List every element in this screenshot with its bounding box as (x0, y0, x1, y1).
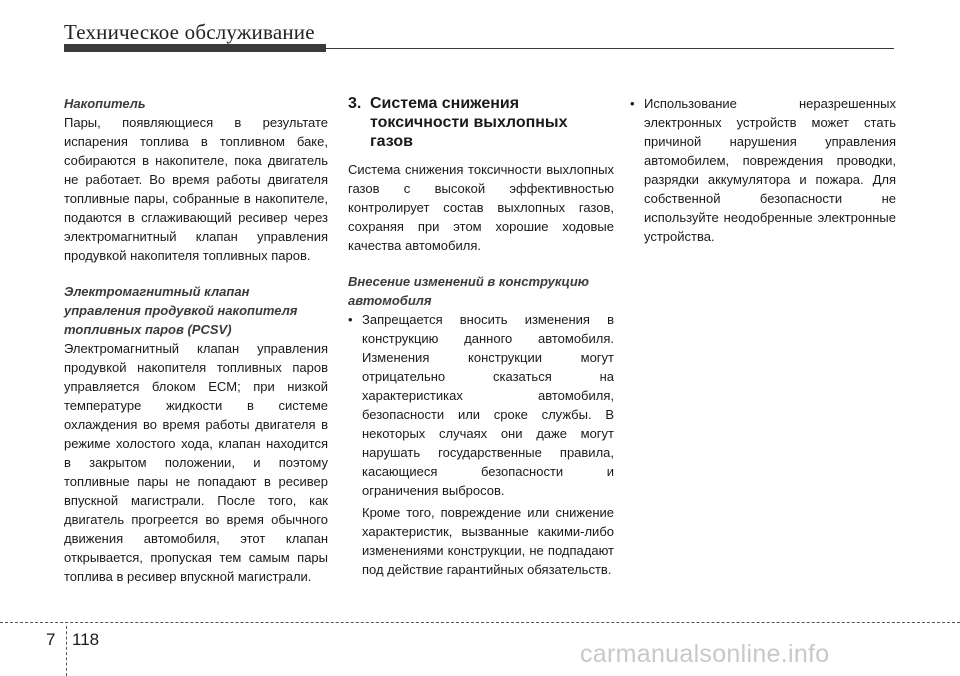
subheading-modifications: Внесение изменений в конструкцию автомобиля (348, 274, 590, 308)
subheading-canister: Накопитель (64, 96, 146, 111)
column-middle (348, 94, 614, 579)
bullet-icon: • (630, 96, 635, 111)
bullet-item-modifications (348, 310, 614, 500)
column-right (630, 94, 896, 246)
header-rule-thin (326, 48, 894, 49)
bullet-item-electronics (630, 94, 896, 246)
paragraph-pcsv: Электромагнитный клапан управления продувкой накопителя топливных паров управляется блоком ECM; при низкой температуре жидкости в системе охлаждения во время работы двигателя в режиме холостого хода, клапан находится в закрытом положении, и поэтому топливные пары не попадают в ресивер впускной магистрали. После того, как двигатель прогреется во время обычного движения автомобиля, этот клапан открывается, пропуская тем самым пары топлива в ресивер впускной магистрали. (64, 341, 328, 584)
page-number: 118 (72, 630, 100, 649)
bullet-text: Запрещается вносить изменения в конструкцию данного автомобиля. Изменения конструкции могут отрицательно сказаться на характеристиках автомобиля, безопасности или сроке службы. В некоторых случаях они даже могут нарушать государственные правила, касающиеся безопасности и ограничения выбросов. (362, 312, 614, 498)
footer-divider (66, 626, 67, 676)
section-title (348, 94, 614, 151)
paragraph-canister: Пары, появляющиеся в результате испарения топлива в топливном баке, собираются в накопителе, пока двигатель не работает. Во время работы двигателя топливные пары, собранные в накопителе, подаются в сглаживающий ресивер через электромагнитный клапан управления продувкой накопителя топливных паров. (64, 115, 328, 263)
chapter-number: 7 (46, 630, 56, 649)
footer-rule (0, 622, 960, 623)
section-number: 3. (348, 95, 362, 112)
column-left (64, 94, 328, 586)
bullet-icon: • (348, 312, 353, 327)
subheading-pcsv: Электромагнитный клапан управления продувкой накопителя топливных паров (PCSV) (64, 284, 298, 337)
paragraph-emission-system: Система снижения токсичности выхлопных газов с высокой эффективностью контролирует состав выхлопных газов, сохраняя при этом хорошие ходовые качества автомобиля. (348, 162, 614, 253)
section-title-text: Система снижения токсичности выхлопных газов (370, 95, 568, 150)
page-header-title: Техническое обслуживание (64, 20, 315, 44)
watermark: carmanualsonline.info (580, 640, 830, 668)
bullet-text: Использование неразрешенных электронных устройств может стать причиной нарушения управления автомобилем, повреждения проводки, разрядки аккумулятора и пожара. Для собственной безопасности не используйте неодобренные электронные устройства. (644, 96, 896, 244)
paragraph-warranty: Кроме того, повреждение или снижение характеристик, вызванные какими-либо изменениями конструкции, не подпадают под действие гарантийных обязательств. (362, 505, 614, 577)
header-rule-thick (64, 44, 326, 52)
